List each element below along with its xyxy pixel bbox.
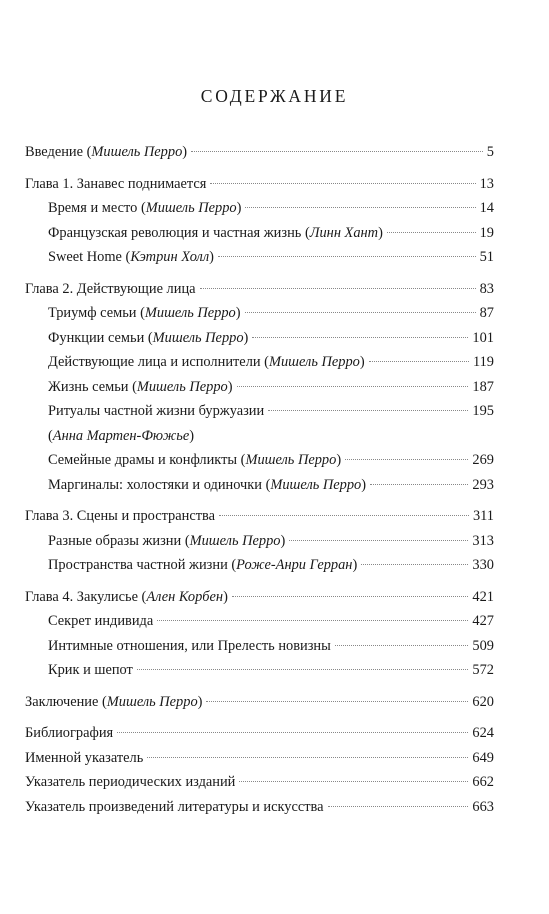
toc-entry — [25, 140, 494, 165]
table-of-contents — [25, 140, 494, 819]
entry-title — [25, 746, 143, 771]
toc-entry — [25, 504, 494, 529]
toc-subentry — [25, 375, 494, 400]
entry-title-text: Жизнь семьи — [48, 378, 129, 395]
entry-author: Ален Корбен — [146, 588, 224, 605]
page-number: 662 — [472, 774, 494, 790]
dot-leader — [328, 806, 469, 807]
toc-entry — [25, 277, 494, 302]
toc-subentry — [25, 350, 494, 375]
dot-leader — [232, 596, 469, 597]
entry-title: Введение (Мишель Перро) — [25, 144, 188, 160]
entry-title: Заключение (Мишель Перро) — [25, 693, 203, 710]
entry-title-text: Указатель произведений литературы и искусства — [25, 798, 324, 815]
page-number: 620 — [472, 693, 494, 710]
entry-title-text: Триумф семьи — [48, 305, 137, 321]
entry-author: Кэтрин Холл — [130, 249, 210, 265]
entry-title: Семейные драмы и конфликты (Мишель Перро) — [48, 452, 342, 468]
entry-author: Мишель Перро — [145, 200, 237, 216]
toc-subentry — [25, 399, 494, 448]
dot-leader — [117, 732, 468, 733]
entry-title-text: Французская революция и частная жизнь — [48, 224, 302, 241]
page-number: 311 — [472, 508, 494, 524]
toc-subentry — [25, 609, 494, 634]
dot-leader — [200, 288, 476, 289]
entry-author: Мишель Перро — [268, 354, 360, 370]
toc-entry — [25, 770, 494, 795]
toc-subentry — [25, 634, 494, 659]
page-number: 5 — [486, 144, 494, 160]
entry-title — [25, 277, 196, 302]
entry-title: Триумф семьи (Мишель Перро) — [48, 305, 241, 321]
page-number: 663 — [472, 798, 494, 815]
toc-subentry — [25, 245, 494, 270]
toc-subentry — [25, 529, 494, 554]
dot-leader — [147, 757, 468, 758]
toc-subentry — [25, 196, 494, 221]
entry-title: Пространства частной жизни (Роже-Анри Герран) — [48, 557, 358, 573]
dot-leader — [361, 564, 468, 565]
dot-leader — [237, 386, 469, 387]
entry-title — [48, 634, 331, 659]
dot-leader — [245, 207, 475, 208]
toc-subentry — [25, 473, 494, 498]
entry-author: Роже-Анри Герран — [236, 557, 353, 573]
entry-title — [25, 504, 215, 529]
entry-title — [25, 721, 113, 746]
page-title: СОДЕРЖАНИЕ — [200, 86, 349, 106]
entry-author: Мишель Перро — [270, 476, 362, 493]
toc-subentry — [25, 301, 494, 326]
entry-author: Мишель Перро — [106, 693, 198, 710]
entry-author: Мишель Перро — [144, 305, 236, 321]
entry-author: Мишель Перро — [91, 144, 183, 160]
toc-list — [25, 140, 494, 819]
entry-title-text: Секрет индивида — [48, 613, 154, 629]
dot-leader — [245, 312, 476, 313]
toc-subentry — [25, 553, 494, 578]
entry-title-text: Семейные драмы и конфликты — [48, 452, 238, 468]
entry-title-text: Разные образы жизни — [48, 532, 182, 549]
page-number: 330 — [472, 557, 494, 573]
dot-leader — [252, 337, 468, 338]
toc-entry — [25, 585, 494, 610]
page-number: 51 — [479, 249, 494, 265]
entry-title-text: Заключение — [25, 693, 99, 710]
entry-title — [25, 172, 206, 197]
dot-leader — [157, 620, 468, 621]
entry-title-text: Глава 3. Сцены и пространства — [25, 508, 215, 524]
page-number: 83 — [479, 280, 494, 297]
page-number: 427 — [472, 613, 494, 629]
entry-title: Ритуалы частной жизни буржуазии (Анна Мартен-Фюжье) — [48, 403, 265, 444]
page-number: 14 — [479, 200, 494, 216]
dot-leader — [191, 151, 483, 152]
page-number: 421 — [472, 588, 494, 605]
dot-leader — [219, 515, 469, 516]
page-number: 19 — [479, 224, 494, 241]
entry-title-text: Глава 2. Действующие лица — [25, 280, 196, 297]
page-number: 572 — [472, 662, 494, 678]
entry-title: Глава 4. Закулисье (Ален Корбен) — [25, 588, 228, 605]
dot-leader — [387, 232, 476, 233]
entry-author: Анна Мартен-Фюжье — [52, 427, 190, 444]
dot-leader — [335, 645, 469, 646]
entry-author: Линн Хант — [309, 224, 379, 241]
toc-entry — [25, 172, 494, 197]
entry-title — [25, 795, 324, 820]
dot-leader — [239, 781, 468, 782]
entry-title: Функции семьи (Мишель Перро) — [48, 329, 249, 346]
dot-leader — [218, 256, 476, 257]
entry-title: Разные образы жизни (Мишель Перро) — [48, 532, 286, 549]
entry-author: Мишель Перро — [189, 532, 281, 549]
page-number: 13 — [479, 175, 494, 192]
entry-author: Мишель Перро — [245, 452, 337, 468]
entry-title: Маргиналы: холостяки и одиночки (Мишель Перро) — [48, 476, 367, 493]
entry-title-text: Интимные отношения, или Прелесть новизны — [48, 637, 331, 654]
page-number: 269 — [472, 452, 494, 468]
page-number: 87 — [479, 305, 494, 321]
page-number: 649 — [472, 749, 494, 766]
entry-title: Время и место (Мишель Перро) — [48, 200, 242, 216]
entry-title-text: Библиография — [25, 725, 114, 741]
entry-author: Мишель Перро — [136, 378, 228, 395]
entry-title-text: Именной указатель — [25, 749, 144, 766]
toc-subentry — [25, 221, 494, 246]
toc-subentry — [25, 658, 494, 683]
entry-title-text: Sweet Home — [48, 249, 122, 265]
entry-title — [48, 609, 153, 634]
page-number: 195 — [472, 403, 494, 419]
toc-entry — [25, 721, 494, 746]
dot-leader — [268, 410, 468, 411]
entry-title-text: Пространства частной жизни — [48, 557, 228, 573]
toc-subentry — [25, 326, 494, 351]
page-number: 101 — [472, 329, 494, 346]
dot-leader — [289, 540, 468, 541]
entry-title: Французская революция и частная жизнь (Линн Хант) — [48, 224, 383, 241]
entry-title — [48, 658, 133, 683]
entry-title-text: Крик и шепот — [48, 662, 133, 678]
page-number: 313 — [472, 532, 494, 549]
entry-title-text: Введение — [25, 144, 84, 160]
page-number: 293 — [472, 476, 494, 493]
dot-leader — [210, 183, 475, 184]
entry-title-text: Глава 4. Закулисье — [25, 588, 138, 605]
page-number: 119 — [472, 354, 494, 370]
entry-title: Действующие лица и исполнители (Мишель Перро) — [48, 354, 365, 370]
toc-subentry — [25, 448, 494, 473]
entry-title — [25, 770, 235, 795]
page-number: 624 — [472, 725, 494, 741]
entry-title-text: Маргиналы: холостяки и одиночки — [48, 476, 262, 493]
entry-title: Жизнь семьи (Мишель Перро) — [48, 378, 233, 395]
dot-leader — [137, 669, 469, 670]
page-number: 187 — [472, 378, 494, 395]
toc-entry — [25, 746, 494, 771]
entry-title-text: Время и место — [48, 200, 138, 216]
dot-leader — [206, 701, 468, 702]
entry-author: Мишель Перро — [152, 329, 244, 346]
page-number: 509 — [472, 637, 494, 654]
entry-title: Sweet Home (Кэтрин Холл) — [48, 249, 214, 265]
dot-leader — [369, 361, 469, 362]
dot-leader — [370, 484, 468, 485]
entry-title-text: Глава 1. Занавес поднимается — [25, 175, 207, 192]
toc-entry — [25, 795, 494, 820]
dot-leader — [345, 459, 468, 460]
entry-title-text: Функции семьи — [48, 329, 145, 346]
entry-title-text: Действующие лица и исполнители — [48, 354, 261, 370]
toc-entry — [25, 690, 494, 715]
entry-title-text: Указатель периодических изданий — [25, 774, 236, 790]
entry-title-text: Ритуалы частной жизни буржуазии — [48, 403, 265, 419]
